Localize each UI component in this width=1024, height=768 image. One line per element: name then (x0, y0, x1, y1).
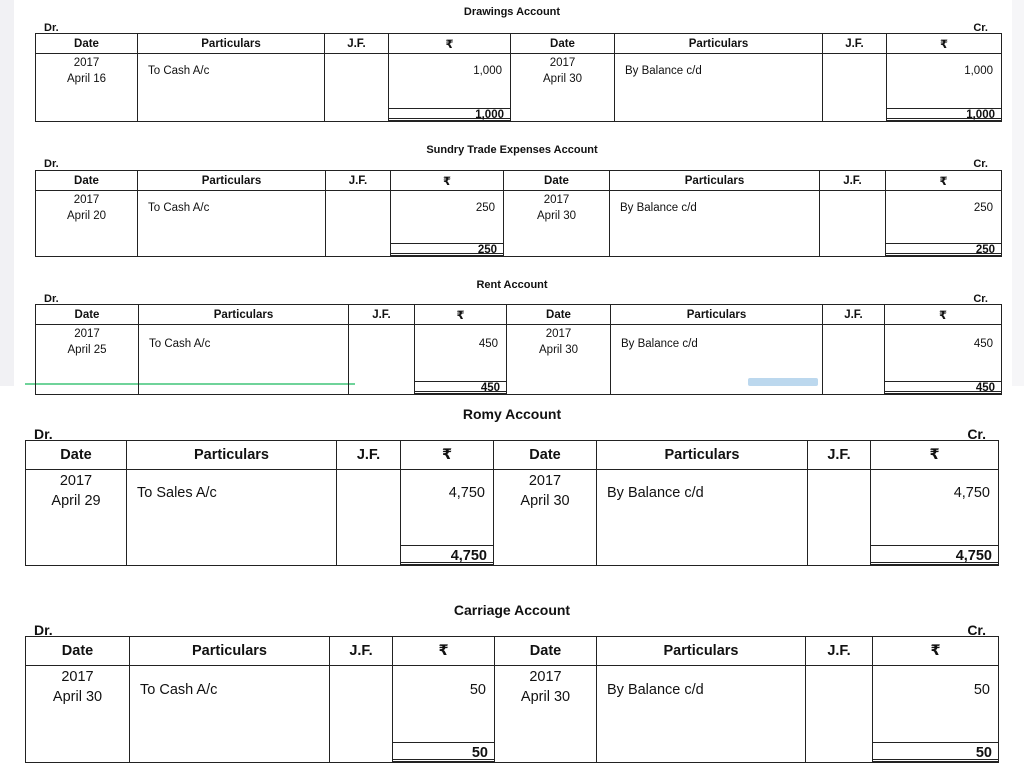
header-particulars: Particulars (597, 637, 806, 666)
debit-jf (349, 325, 415, 395)
debit-amount: 4,750 (448, 485, 485, 501)
credit-year: 2017 (549, 57, 576, 69)
credit-label: Cr. (967, 426, 986, 442)
ledger-header-row (36, 34, 1002, 54)
credit-label: Cr. (967, 622, 986, 638)
debit-total: 450 (415, 381, 506, 394)
header-amount-rupee: ₹ (885, 305, 1002, 325)
debit-date: April 20 (67, 209, 106, 222)
debit-amount-cell (389, 54, 511, 122)
credit-amount-cell (873, 666, 999, 763)
header-date: Date (36, 171, 138, 191)
header-jf: J.F. (823, 305, 885, 325)
credit-date: April 30 (520, 688, 571, 705)
debit-amount: 250 (475, 202, 495, 214)
ledger-header-row (36, 171, 1002, 191)
credit-particulars: By Balance c/d (615, 54, 823, 122)
ledger-header-row (26, 441, 999, 470)
header-amount-rupee: ₹ (873, 637, 999, 666)
credit-total: 450 (885, 381, 1001, 394)
header-particulars: Particulars (138, 34, 325, 54)
header-amount-rupee: ₹ (887, 34, 1002, 54)
debit-jf (330, 666, 393, 763)
ledger-entry-row (26, 666, 999, 763)
header-date: Date (507, 305, 611, 325)
header-jf: J.F. (820, 171, 886, 191)
header-jf: J.F. (330, 637, 393, 666)
header-particulars: Particulars (138, 171, 326, 191)
header-jf: J.F. (325, 34, 389, 54)
credit-amount-cell (886, 191, 1002, 257)
credit-jf (808, 470, 871, 566)
account-title: Drawings Account (463, 6, 561, 18)
credit-date-cell (511, 54, 615, 122)
ledger-table (25, 636, 999, 763)
credit-date: April 30 (539, 343, 578, 356)
debit-amount-cell (415, 325, 507, 395)
credit-total: 50 (873, 742, 998, 762)
account-title: Rent Account (476, 279, 548, 291)
ledger-table (35, 170, 1002, 257)
account-title: Romy Account (462, 406, 562, 422)
debit-date: April 16 (67, 72, 106, 85)
header-amount-rupee: ₹ (389, 34, 511, 54)
credit-jf (823, 325, 885, 395)
debit-date-cell (36, 54, 138, 122)
header-amount-rupee: ₹ (415, 305, 507, 325)
header-jf: J.F. (326, 171, 391, 191)
header-amount-rupee: ₹ (886, 171, 1002, 191)
header-jf: J.F. (349, 305, 415, 325)
page-right-shade (1012, 0, 1024, 386)
header-particulars: Particulars (127, 441, 337, 470)
header-amount-rupee: ₹ (393, 637, 495, 666)
debit-particulars: To Cash A/c (130, 666, 330, 763)
debit-year: 2017 (59, 473, 93, 489)
credit-amount: 250 (973, 202, 993, 214)
credit-date-cell (507, 325, 611, 395)
debit-year: 2017 (74, 328, 100, 340)
credit-total: 4,750 (871, 545, 998, 565)
credit-total: 250 (886, 243, 1001, 256)
credit-date: April 30 (543, 72, 582, 85)
header-particulars: Particulars (610, 171, 820, 191)
debit-particulars: To Cash A/c (139, 325, 349, 395)
debit-total: 4,750 (401, 545, 493, 565)
ledger-header-row (36, 305, 1002, 325)
ledger-entry-row (26, 470, 999, 566)
debit-amount: 450 (478, 338, 498, 350)
debit-particulars: To Cash A/c (138, 54, 325, 122)
credit-year: 2017 (529, 669, 562, 685)
debit-amount-cell (393, 666, 495, 763)
header-particulars: Particulars (611, 305, 823, 325)
header-date: Date (504, 171, 610, 191)
debit-date-cell (36, 325, 139, 395)
ledger-header-row (26, 637, 999, 666)
credit-amount-cell (871, 470, 999, 566)
ledger-entry-row (36, 191, 1002, 257)
credit-amount: 450 (973, 338, 993, 350)
debit-label: Dr. (44, 22, 59, 34)
header-jf: J.F. (337, 441, 401, 470)
debit-label: Dr. (44, 158, 59, 170)
header-particulars: Particulars (139, 305, 349, 325)
debit-amount-cell (401, 470, 494, 566)
header-date: Date (36, 305, 139, 325)
header-amount-rupee: ₹ (401, 441, 494, 470)
credit-particulars: By Balance c/d (610, 191, 820, 257)
ledger-table (25, 440, 999, 566)
debit-date: April 25 (67, 343, 107, 356)
debit-amount: 50 (469, 682, 486, 698)
ledger-table (35, 33, 1002, 122)
credit-particulars: By Balance c/d (611, 325, 823, 395)
ledger-entry-row (36, 325, 1002, 395)
credit-label: Cr. (973, 158, 988, 170)
debit-date-cell (26, 470, 127, 566)
credit-date-cell (504, 191, 610, 257)
header-date: Date (495, 637, 597, 666)
header-jf: J.F. (806, 637, 873, 666)
debit-year: 2017 (73, 57, 100, 69)
debit-year: 2017 (61, 669, 94, 685)
credit-amount: 4,750 (953, 485, 990, 501)
credit-date-cell (494, 470, 597, 566)
header-date: Date (36, 34, 138, 54)
debit-label: Dr. (44, 293, 59, 305)
debit-date: April 30 (52, 688, 103, 705)
debit-label: Dr. (34, 622, 53, 638)
credit-amount: 1,000 (964, 65, 993, 77)
page-left-shade (0, 0, 14, 386)
header-date: Date (494, 441, 597, 470)
debit-total: 50 (393, 742, 494, 762)
credit-jf (806, 666, 873, 763)
debit-label: Dr. (34, 426, 53, 442)
credit-date: April 30 (537, 209, 576, 222)
credit-label: Cr. (973, 293, 988, 305)
credit-year: 2017 (528, 473, 562, 489)
credit-jf (823, 54, 887, 122)
debit-total: 1,000 (389, 108, 510, 121)
header-date: Date (26, 637, 130, 666)
header-date: Date (511, 34, 615, 54)
debit-year: 2017 (73, 194, 100, 206)
debit-jf (326, 191, 391, 257)
header-particulars: Particulars (615, 34, 823, 54)
debit-jf (325, 54, 389, 122)
debit-total: 250 (391, 243, 503, 256)
credit-year: 2017 (545, 328, 572, 340)
ledger-entry-row (36, 54, 1002, 122)
header-particulars: Particulars (130, 637, 330, 666)
credit-total: 1,000 (887, 108, 1001, 121)
credit-date-cell (495, 666, 597, 763)
credit-amount-cell (887, 54, 1002, 122)
account-title: Sundry Trade Expenses Account (426, 144, 598, 156)
debit-amount: 1,000 (473, 65, 502, 77)
debit-date-cell (26, 666, 130, 763)
debit-particulars: To Sales A/c (127, 470, 337, 566)
credit-date: April 30 (520, 492, 570, 509)
header-amount-rupee: ₹ (871, 441, 999, 470)
header-jf: J.F. (823, 34, 887, 54)
debit-date: April 29 (51, 492, 101, 509)
credit-jf (820, 191, 886, 257)
account-title: Carriage Account (453, 602, 571, 618)
debit-particulars: To Cash A/c (138, 191, 326, 257)
credit-label: Cr. (973, 22, 988, 34)
credit-particulars: By Balance c/d (597, 470, 808, 566)
credit-year: 2017 (543, 194, 570, 206)
header-particulars: Particulars (597, 441, 808, 470)
credit-amount-cell (885, 325, 1002, 395)
header-date: Date (26, 441, 127, 470)
debit-date-cell (36, 191, 138, 257)
debit-jf (337, 470, 401, 566)
credit-amount: 50 (973, 682, 990, 698)
credit-particulars: By Balance c/d (597, 666, 806, 763)
header-amount-rupee: ₹ (391, 171, 504, 191)
header-jf: J.F. (808, 441, 871, 470)
ledger-table (35, 304, 1002, 395)
debit-amount-cell (391, 191, 504, 257)
